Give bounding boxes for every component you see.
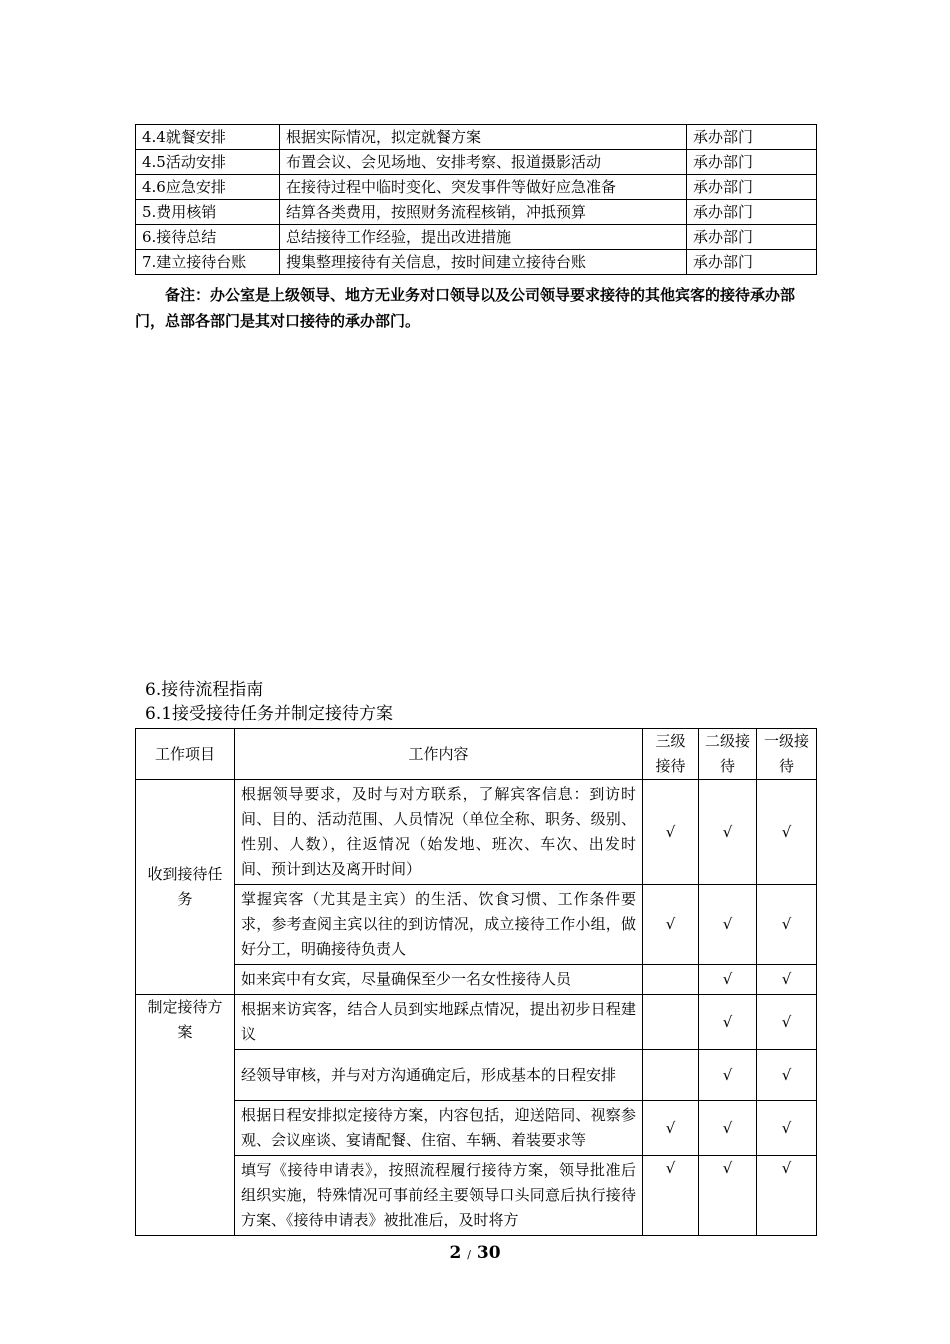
table-row: [136, 150, 817, 175]
item-cell: 7.建立接待台账: [136, 250, 280, 275]
dept-cell: 承办部门: [687, 250, 817, 275]
table-row: [136, 225, 817, 250]
content-cell: 在接待过程中临时变化、突发事件等做好应急准备: [280, 175, 687, 200]
item-cell: 5.费用核销: [136, 200, 280, 225]
dept-cell: 承办部门: [687, 150, 817, 175]
dept-cell: 承办部门: [687, 225, 817, 250]
page-separator: /: [467, 1248, 471, 1261]
item-cell: 6.接待总结: [136, 225, 280, 250]
level2-check: √: [699, 995, 757, 1050]
level3-check: √: [643, 1101, 699, 1156]
level2-check: √: [699, 1050, 757, 1101]
group-item-cell: 制定接待方案: [136, 995, 235, 1236]
reception-process-table: [135, 728, 817, 1236]
header-work-content: 工作内容: [235, 729, 643, 780]
level3-check: √: [643, 780, 699, 885]
content-cell: 布置会议、会见场地、安排考察、报道摄影活动: [280, 150, 687, 175]
header-level1: 一级接待: [757, 729, 817, 780]
header-level2: 二级接待: [699, 729, 757, 780]
table-row: [136, 780, 817, 885]
table-row: [136, 175, 817, 200]
table-row: [136, 1050, 817, 1101]
content-cell: 根据领导要求，及时与对方联系，了解宾客信息：到访时间、目的、活动范围、人员情况（单位全称、职务、级别、性别、人数），往返情况（始发地、班次、车次、出发时间、预计到达及离开时间）: [235, 780, 643, 885]
table-row: [136, 125, 817, 150]
page-number: [0, 1243, 950, 1263]
content-cell: 填写《接待申请表》，按照流程履行接待方案，领导批准后组织实施，特殊情况可事前经主要领导口头同意后执行接待方案、《接待申请表》被批准后，及时将方: [235, 1156, 643, 1236]
group-item-cell: 收到接待任务: [136, 780, 235, 995]
table-row: [136, 1101, 817, 1156]
level3-check: [643, 995, 699, 1050]
item-cell: 4.6应急安排: [136, 175, 280, 200]
content-cell: 结算各类费用，按照财务流程核销，冲抵预算: [280, 200, 687, 225]
table-row: [136, 250, 817, 275]
level1-check: √: [757, 965, 817, 995]
table-row: [136, 965, 817, 995]
subsection-title: 6.1接受接待任务并制定接待方案: [145, 704, 394, 724]
total-pages: 30: [476, 1243, 501, 1263]
level1-check: √: [757, 780, 817, 885]
content-cell: 总结接待工作经验，提出改进措施: [280, 225, 687, 250]
content-cell: 如来宾中有女宾，尽量确保至少一名女性接待人员: [235, 965, 643, 995]
header-work-item: 工作项目: [136, 729, 235, 780]
item-cell: 4.4就餐安排: [136, 125, 280, 150]
table-row: [136, 885, 817, 965]
level1-check: √: [757, 885, 817, 965]
dept-cell: 承办部门: [687, 125, 817, 150]
content-cell: 经领导审核，并与对方沟通确定后，形成基本的日程安排: [235, 1050, 643, 1101]
table-row: [136, 995, 817, 1050]
content-cell: 掌握宾客（尤其是主宾）的生活、饮食习惯、工作条件要求，参考查阅主宾以往的到访情况，成立接待工作小组，做好分工，明确接待负责人: [235, 885, 643, 965]
level3-check: √: [643, 1156, 699, 1236]
current-page: 2: [449, 1243, 462, 1263]
table-row: [136, 200, 817, 225]
level3-check: [643, 1050, 699, 1101]
level3-check: √: [643, 885, 699, 965]
content-cell: 搜集整理接待有关信息，按时间建立接待台账: [280, 250, 687, 275]
responsibility-table: [135, 124, 817, 275]
level1-check: √: [757, 995, 817, 1050]
dept-cell: 承办部门: [687, 175, 817, 200]
header-level3: 三级接待: [643, 729, 699, 780]
header-row: [136, 729, 817, 780]
dept-cell: 承办部门: [687, 200, 817, 225]
table-row: [136, 1156, 817, 1236]
content-cell: 根据实际情况，拟定就餐方案: [280, 125, 687, 150]
content-cell: 根据来访宾客，结合人员到实地踩点情况，提出初步日程建议: [235, 995, 643, 1050]
level2-check: √: [699, 1156, 757, 1236]
level2-check: √: [699, 965, 757, 995]
level1-check: √: [757, 1050, 817, 1101]
level1-check: √: [757, 1101, 817, 1156]
remark-note: 备注：办公室是上级领导、地方无业务对口领导以及公司领导要求接待的其他宾客的接待承办部门，总部各部门是其对口接待的承办部门。: [135, 286, 796, 330]
level2-check: √: [699, 780, 757, 885]
level2-check: √: [699, 885, 757, 965]
section-title: 6.接待流程指南: [145, 680, 264, 700]
level2-check: √: [699, 1101, 757, 1156]
content-cell: 根据日程安排拟定接待方案，内容包括，迎送陪同、视察参观、会议座谈、宴请配餐、住宿、车辆、着装要求等: [235, 1101, 643, 1156]
level3-check: [643, 965, 699, 995]
item-cell: 4.5活动安排: [136, 150, 280, 175]
level1-check: √: [757, 1156, 817, 1236]
